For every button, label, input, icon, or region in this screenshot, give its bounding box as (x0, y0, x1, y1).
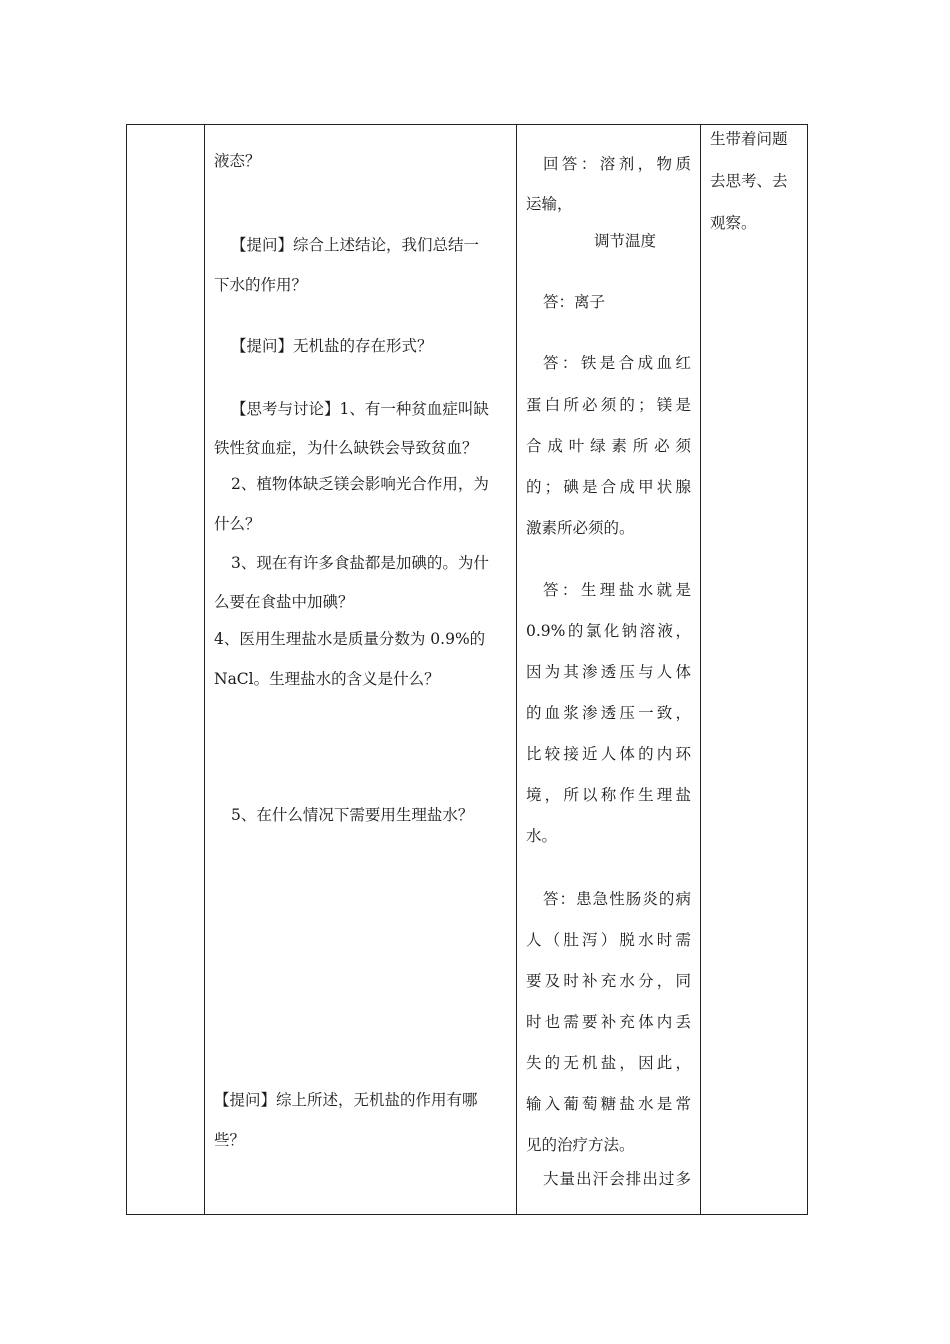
discussion-text: 【思考与讨论】1、有一种贫血症叫缺 (231, 400, 489, 418)
answer-text: 答：生理盐水就是 (543, 581, 691, 599)
answer-text: 见的治疗方法。 (526, 1136, 635, 1154)
answer-text: 人（肚泻）脱水时需 (526, 931, 691, 949)
answer-text: 答：患急性肠炎的病 (543, 890, 691, 908)
question-text: 【提问】无机盐的存在形式？ (231, 337, 433, 355)
design-text: 生带着问题 (710, 130, 788, 148)
answer-text: 的；碘是合成甲状腺 (526, 478, 691, 496)
answer-text: 水。 (526, 827, 558, 845)
discussion-text: 铁性贫血症，为什么缺铁会导致贫血？ (214, 439, 478, 457)
answer-text: 0.9%的氯化钠溶液， (526, 622, 691, 640)
question-text: 些？ (214, 1131, 246, 1149)
answer-text: 答：离子 (543, 293, 606, 311)
teacher-activity-cell (205, 125, 517, 1215)
teacher-text: 液态？ (214, 152, 261, 170)
answer-text: 失的无机盐，因此， (526, 1054, 691, 1072)
answer-text: 输入葡萄糖盐水是常 (526, 1095, 691, 1113)
answer-text: 要及时补充水分，同 (526, 972, 691, 990)
blank-column-cell (127, 125, 205, 1215)
discussion-text: NaCl。生理盐水的含义是什么？ (214, 670, 440, 688)
discussion-text: 3、现在有许多食盐都是加碘的。为什 (231, 554, 489, 572)
table-row (127, 125, 808, 1215)
answer-text: 合成叶绿素所必须 (526, 437, 691, 455)
answer-text: 回答：溶剂，物质 (543, 155, 691, 173)
question-text: 【提问】综上所述，无机盐的作用有哪 (214, 1091, 478, 1109)
answer-text: 调节温度 (594, 232, 657, 250)
design-text: 去思考、去 (710, 172, 788, 190)
discussion-text: 么要在食盐中加碘？ (214, 593, 354, 611)
lesson-table (126, 124, 808, 1215)
discussion-text: 2、植物体缺乏镁会影响光合作用，为 (231, 475, 489, 493)
answer-text: 因为其渗透压与人体 (526, 663, 691, 681)
design-intent-cell (701, 125, 808, 1215)
answer-text: 运输， (526, 195, 573, 213)
design-text: 观察。 (710, 214, 757, 232)
answer-text: 的血浆渗透压一致， (526, 704, 691, 722)
question-text: 下水的作用？ (214, 276, 308, 294)
answer-text: 激素所必须的。 (526, 519, 635, 537)
question-text: 【提问】综合上述结论，我们总结一 (231, 236, 480, 254)
discussion-text: 什么？ (214, 515, 261, 533)
answer-text: 蛋白所必须的；镁是 (526, 396, 691, 414)
answer-text: 大量出汗会排出过多 (543, 1170, 691, 1188)
discussion-text: 4、医用生理盐水是质量分数为 0.9%的 (214, 630, 486, 648)
answer-text: 答：铁是合成血红 (543, 354, 691, 372)
answer-text: 比较接近人体的内环 (526, 745, 691, 763)
discussion-text: 5、在什么情况下需要用生理盐水？ (231, 806, 474, 824)
student-activity-cell (517, 125, 701, 1215)
answer-text: 时也需要补充体内丢 (526, 1013, 691, 1031)
answer-text: 境，所以称作生理盐 (526, 786, 691, 804)
